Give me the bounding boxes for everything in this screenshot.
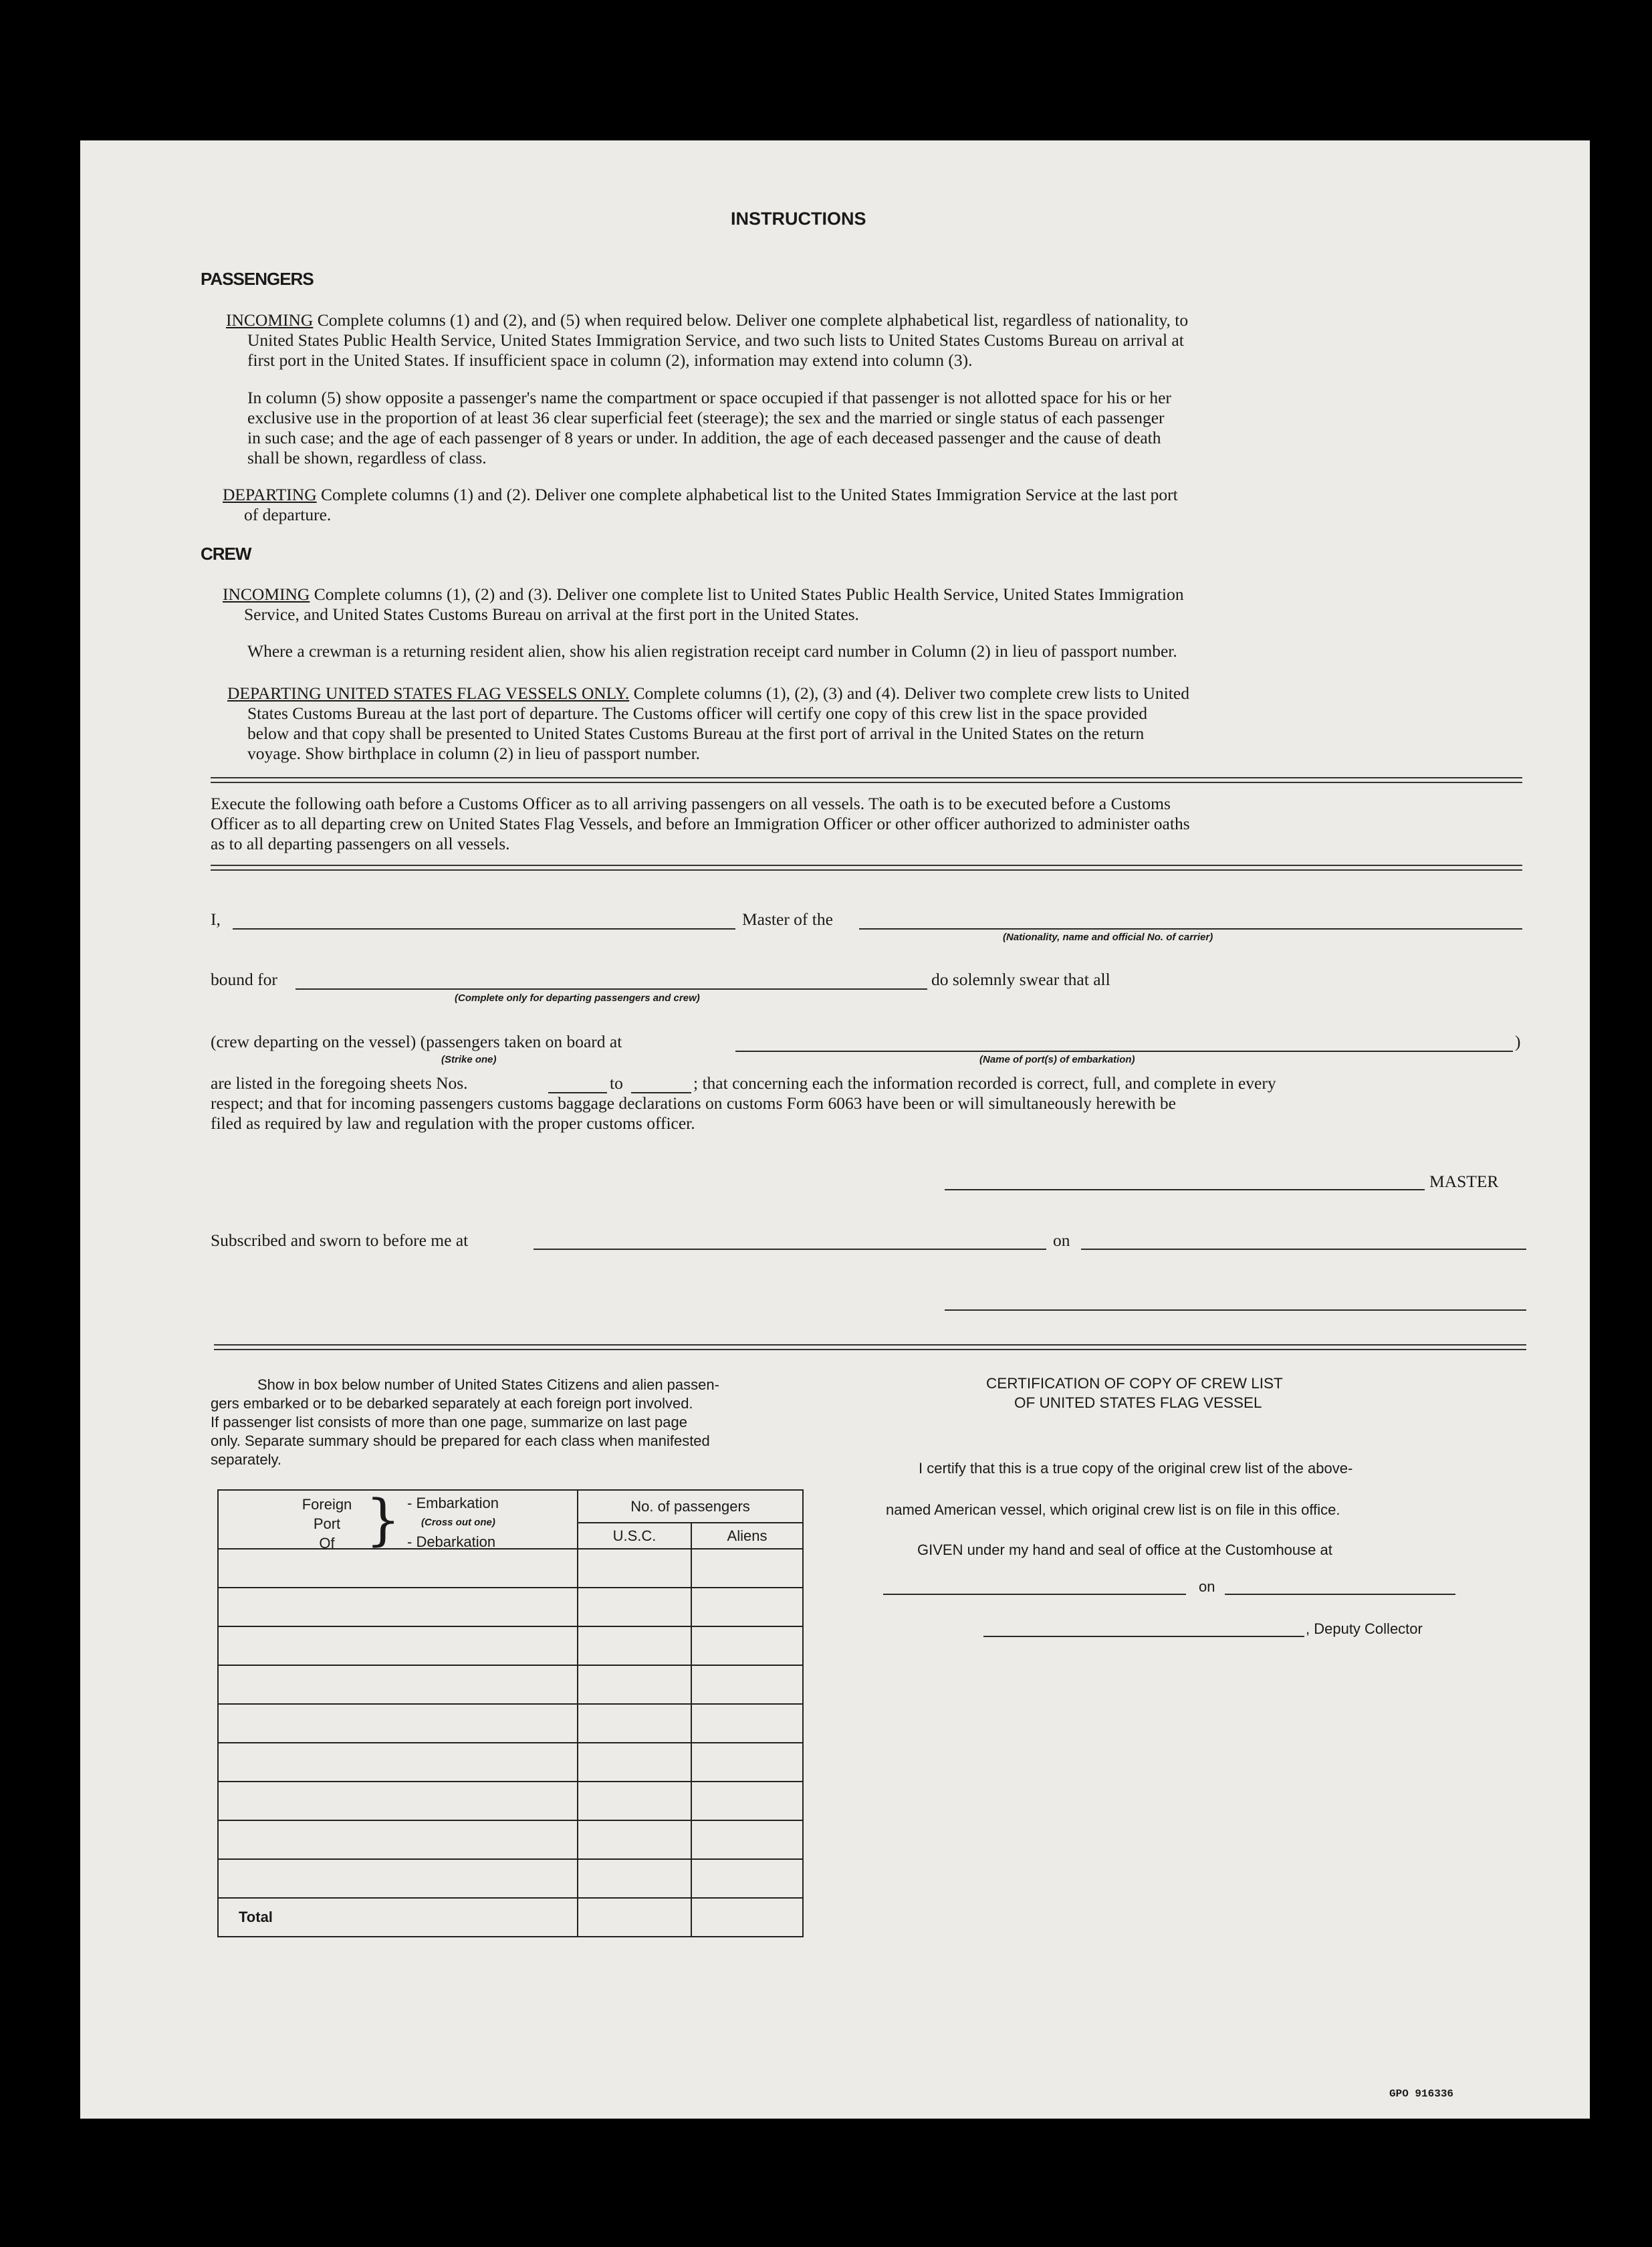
- usc-total-cell[interactable]: [578, 1898, 691, 1937]
- aliens-cell[interactable]: [691, 1820, 803, 1859]
- port-cell[interactable]: [218, 1588, 578, 1626]
- divider-1: [211, 777, 1522, 783]
- aliens-cell[interactable]: [691, 1665, 803, 1704]
- of-label: Of: [319, 1535, 335, 1552]
- crew-incoming-block: [223, 584, 1184, 625]
- passengers-departing-block: [223, 485, 1178, 525]
- port-cell[interactable]: [218, 1549, 578, 1588]
- crew-resident-alien-line: Where a crewman is a returning resident alien, show his alien registration receipt card number in Column (2) in lieu of passport number.: [247, 641, 1177, 661]
- port-cell[interactable]: [218, 1626, 578, 1665]
- table-row: [218, 1743, 803, 1782]
- master-of-the-label: Master of the: [742, 909, 833, 929]
- port-header-cell: [218, 1489, 578, 1552]
- summary-line-5: separately.: [211, 1451, 281, 1468]
- listed-to-label: to: [610, 1073, 623, 1093]
- filed-line: filed as required by law and regulation with the proper customs officer.: [211, 1113, 695, 1133]
- aliens-header: Aliens: [691, 1523, 803, 1549]
- ports-caption: (Name of port(s) of embarkation): [979, 1054, 1135, 1065]
- oath-intro-line-1: Execute the following oath before a Customs Officer as to all arriving passengers on all vessels. The oath is to be executed before a Customs: [211, 794, 1171, 813]
- crew-flag-label: DEPARTING UNITED STATES FLAG VESSELS ONLY.: [227, 683, 630, 703]
- foreign-label: Foreign: [302, 1496, 352, 1513]
- crew-incoming-label: INCOMING: [223, 584, 310, 604]
- oath-intro-line-2: Officer as to all departing crew on United States Flag Vessels, and before an Immigration Officer or other officer authorized to administer oaths: [211, 814, 1190, 833]
- aliens-cell[interactable]: [691, 1549, 803, 1588]
- crew-incoming-line-1: Complete columns (1), (2) and (3). Deliver one complete list to United States Public Health Service, United States Immigration: [310, 584, 1184, 604]
- aliens-cell[interactable]: [691, 1704, 803, 1743]
- column5-line-1: In column (5) show opposite a passenger's name the compartment or space occupied if that passenger is not allotted space for his or her: [247, 388, 1171, 407]
- table-row: [218, 1859, 803, 1898]
- strike-one-caption: (Strike one): [441, 1054, 497, 1065]
- summary-line-2: gers embarked or to be debarked separately at each foreign port involved.: [211, 1395, 693, 1412]
- divider-3: [214, 1344, 1526, 1350]
- cross-out-caption: (Cross out one): [421, 1517, 495, 1528]
- bound-for-label: bound for: [211, 970, 277, 989]
- certification-on-label: on: [1199, 1578, 1215, 1595]
- page-title: INSTRUCTIONS: [731, 209, 866, 229]
- passengers-column5-block: [247, 388, 1171, 468]
- usc-cell[interactable]: [578, 1820, 691, 1859]
- footer-code: GPO 916336: [1389, 2088, 1454, 2100]
- passenger-summary-table: [217, 1489, 804, 1937]
- debarkation-label: - Debarkation: [407, 1533, 496, 1550]
- aliens-cell[interactable]: [691, 1859, 803, 1898]
- certification-line-3: GIVEN under my hand and seal of office at the Customhouse at: [917, 1541, 1332, 1558]
- sworn-at-line[interactable]: [534, 1249, 1046, 1250]
- form-page: [80, 140, 1590, 2119]
- crew-heading: CREW: [201, 544, 251, 564]
- bound-for-line[interactable]: [296, 988, 927, 990]
- usc-cell[interactable]: [578, 1859, 691, 1898]
- crew-flag-line-4: voyage. Show birthplace in column (2) in lieu of passport number.: [247, 744, 701, 763]
- column5-line-3: in such case; and the age of each passenger of 8 years or under. In addition, the age of each deceased passenger and the cause of death: [247, 428, 1161, 447]
- listed-line-a: are listed in the foregoing sheets Nos.: [211, 1073, 468, 1093]
- table-row: [218, 1704, 803, 1743]
- aliens-total-cell[interactable]: [691, 1898, 803, 1937]
- table-row: [218, 1820, 803, 1859]
- deputy-signature-line[interactable]: [983, 1636, 1304, 1637]
- customhouse-line[interactable]: [883, 1594, 1186, 1595]
- table-row: [218, 1549, 803, 1588]
- crew-flag-line-3: below and that copy shall be presented to United States Customs Bureau at the first port of arrival in the United States on the return: [247, 724, 1145, 743]
- table-row: [218, 1665, 803, 1704]
- passengers-incoming-block: [226, 310, 1188, 370]
- subscribed-label: Subscribed and sworn to before me at: [211, 1230, 469, 1250]
- crew-incoming-line-2: Service, and United States Customs Bureau on arrival at the first port in the United States.: [244, 605, 859, 624]
- summary-line-1: Show in box below number of United States Citizens and alien passen-: [257, 1376, 719, 1393]
- deputy-collector-label: , Deputy Collector: [1306, 1620, 1423, 1637]
- usc-header: U.S.C.: [578, 1523, 691, 1549]
- column5-line-2: exclusive use in the proportion of at least 36 clear superficial feet (steerage); the sex and the married or single status of each passenger: [247, 408, 1165, 427]
- aliens-cell[interactable]: [691, 1626, 803, 1665]
- complete-only-caption: (Complete only for departing passengers and crew): [455, 992, 700, 1004]
- brace-mark: }: [366, 1489, 401, 1552]
- port-cell[interactable]: [218, 1820, 578, 1859]
- passengers-incoming-label: INCOMING: [226, 310, 314, 330]
- oath-intro-block: [211, 794, 1190, 854]
- table-row: [218, 1626, 803, 1665]
- divider-2: [211, 865, 1522, 871]
- carrier-line[interactable]: [859, 928, 1522, 930]
- column5-line-4: shall be shown, regardless of class.: [247, 448, 487, 467]
- nationality-caption: (Nationality, name and official No. of carrier): [1003, 932, 1213, 943]
- port-cell[interactable]: [218, 1782, 578, 1820]
- master-label: MASTER: [1429, 1172, 1499, 1191]
- crew-flag-line-2: States Customs Bureau at the last port of departure. The Customs officer will certify one copy of this crew list in the space provided: [247, 704, 1147, 723]
- sworn-date-line[interactable]: [1081, 1249, 1526, 1250]
- port-cell[interactable]: [218, 1743, 578, 1782]
- total-label: Total: [218, 1898, 578, 1937]
- passengers-incoming-line-1: Complete columns (1) and (2), and (5) when required below. Deliver one complete alphabetical list, regardless of nationality, to: [313, 310, 1189, 330]
- usc-cell[interactable]: [578, 1665, 691, 1704]
- crew-departing-label: (crew departing on the vessel) (passengers taken on board at: [211, 1032, 622, 1051]
- close-paren: ): [1515, 1032, 1521, 1051]
- passengers-incoming-line-3: first port in the United States. If insufficient space in column (2), information may extend into column (3).: [247, 350, 973, 370]
- table-row: [218, 1588, 803, 1626]
- crew-flag-line-1: Complete columns (1), (2), (3) and (4). Deliver two complete crew lists to United: [629, 683, 1189, 703]
- usc-cell[interactable]: [578, 1626, 691, 1665]
- usc-cell[interactable]: [578, 1588, 691, 1626]
- aliens-cell[interactable]: [691, 1743, 803, 1782]
- certification-line-2: named American vessel, which original crew list is on file in this office.: [886, 1501, 1340, 1518]
- certification-heading-2: OF UNITED STATES FLAG VESSEL: [1014, 1394, 1262, 1411]
- crew-flag-block: [227, 683, 1189, 764]
- usc-cell[interactable]: [578, 1743, 691, 1782]
- passengers-departing-label: DEPARTING: [223, 485, 317, 504]
- aliens-cell[interactable]: [691, 1782, 803, 1820]
- master-name-line[interactable]: [233, 928, 735, 930]
- passengers-heading: PASSENGERS: [201, 269, 314, 289]
- port-label: Port: [313, 1515, 341, 1532]
- passengers-incoming-line-2: United States Public Health Service, United States Immigration Service, and two such lists to United States Customs Bureau on arrival at: [247, 330, 1184, 350]
- port-cell[interactable]: [218, 1665, 578, 1704]
- summary-line-4: only. Separate summary should be prepared for each class when manifested: [211, 1432, 710, 1449]
- summary-instructions: [211, 1376, 719, 1469]
- port-cell[interactable]: [218, 1859, 578, 1898]
- embarkation-ports-line[interactable]: [735, 1051, 1513, 1052]
- certification-line-1: I certify that this is a true copy of the original crew list of the above-: [919, 1460, 1353, 1477]
- usc-cell[interactable]: [578, 1782, 691, 1820]
- no-of-passengers-header: No. of passengers: [578, 1490, 803, 1523]
- usc-cell[interactable]: [578, 1704, 691, 1743]
- total-row: [218, 1898, 803, 1937]
- oath-intro-line-3: as to all departing passengers on all vessels.: [211, 834, 510, 853]
- certification-date-line[interactable]: [1225, 1594, 1455, 1595]
- respect-line: respect; and that for incoming passengers customs baggage declarations on customs Form 6063 have been or will simultaneously herewith be: [211, 1093, 1176, 1113]
- sworn-on-label: on: [1053, 1230, 1070, 1250]
- passengers-departing-line-1: Complete columns (1) and (2). Deliver one complete alphabetical list to the United States Immigration Service at the last port: [316, 485, 1178, 504]
- table-row: [218, 1782, 803, 1820]
- listed-line-b: ; that concerning each the information recorded is correct, full, and complete in every: [693, 1073, 1276, 1093]
- embarkation-label: - Embarkation: [407, 1495, 499, 1511]
- oath-i-label: I,: [211, 909, 221, 929]
- officer-signature-line[interactable]: [945, 1309, 1526, 1311]
- certification-heading-1: CERTIFICATION OF COPY OF CREW LIST: [986, 1375, 1283, 1392]
- usc-cell[interactable]: [578, 1549, 691, 1588]
- port-cell[interactable]: [218, 1704, 578, 1743]
- do-solemnly-label: do solemnly swear that all: [931, 970, 1110, 989]
- aliens-cell[interactable]: [691, 1588, 803, 1626]
- summary-line-3: If passenger list consists of more than one page, summarize on last page: [211, 1414, 687, 1430]
- master-signature-line[interactable]: [945, 1189, 1425, 1190]
- passengers-departing-line-2: of departure.: [244, 505, 332, 524]
